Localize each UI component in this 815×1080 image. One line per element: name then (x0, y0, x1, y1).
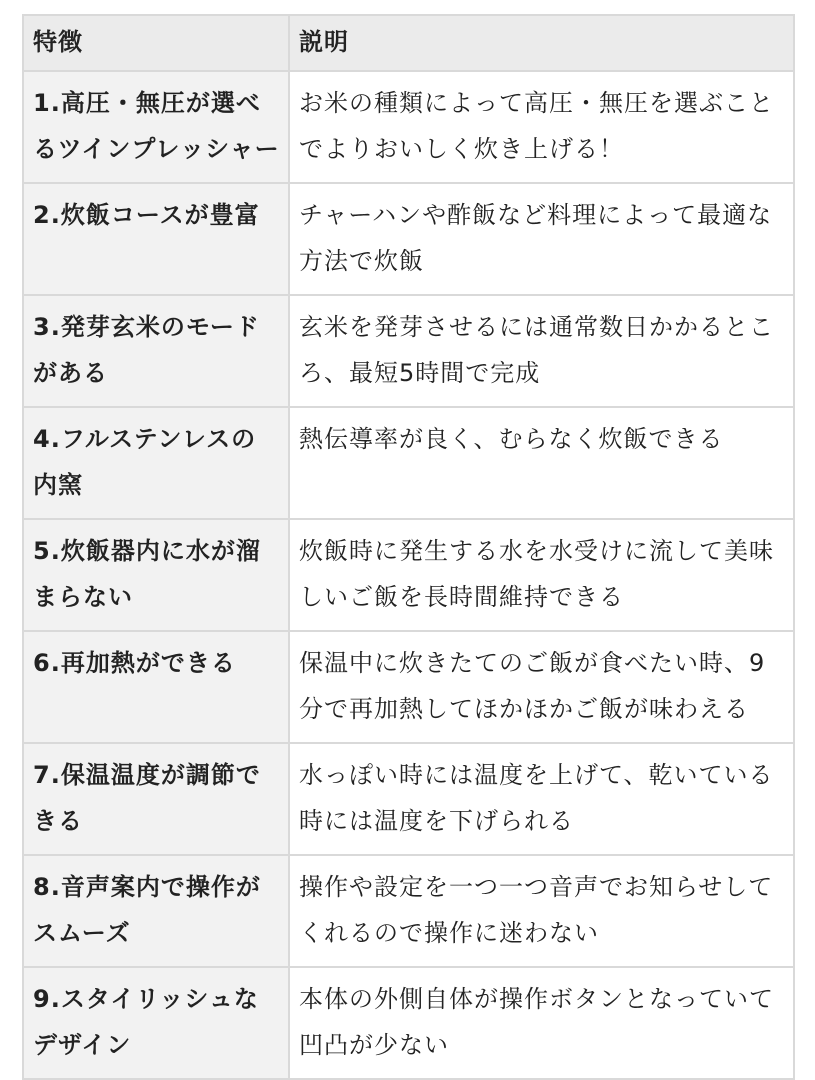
feature-cell: 8.音声案内で操作がスムーズ (23, 855, 289, 967)
table-row (23, 967, 794, 1079)
table-row (23, 519, 794, 631)
description-cell: チャーハンや酢飯など料理によって最適な方法で炊飯 (289, 183, 794, 295)
feature-cell: 9.スタイリッシュなデザイン (23, 967, 289, 1079)
description-cell: 本体の外側自体が操作ボタンとなっていて凹凸が少ない (289, 967, 794, 1079)
table-header (23, 15, 794, 71)
feature-cell: 6.再加熱ができる (23, 631, 289, 743)
feature-cell: 3.発芽玄米のモードがある (23, 295, 289, 407)
feature-table-container (22, 14, 793, 1080)
table-body (23, 71, 794, 1079)
description-cell: 保温中に炊きたてのご飯が食べたい時、9分で再加熱してほかほかご飯が味わえる (289, 631, 794, 743)
feature-cell: 2.炊飯コースが豊富 (23, 183, 289, 295)
description-cell: お米の種類によって高圧・無圧を選ぶことでよりおいしく炊き上げる！ (289, 71, 794, 183)
feature-cell: 1.高圧・無圧が選べるツインプレッシャー (23, 71, 289, 183)
table-row (23, 855, 794, 967)
description-cell: 操作や設定を一つ一つ音声でお知らせしてくれるので操作に迷わない (289, 855, 794, 967)
feature-cell: 4.フルステンレスの内窯 (23, 407, 289, 519)
description-cell: 熱伝導率が良く、むらなく炊飯できる (289, 407, 794, 519)
table-row (23, 631, 794, 743)
feature-table (22, 14, 795, 1080)
feature-cell: 7.保温温度が調節できる (23, 743, 289, 855)
header-description: 説明 (289, 15, 794, 71)
table-row (23, 183, 794, 295)
description-cell: 炊飯時に発生する水を水受けに流して美味しいご飯を長時間維持できる (289, 519, 794, 631)
header-feature: 特徴 (23, 15, 289, 71)
table-row (23, 71, 794, 183)
description-cell: 水っぽい時には温度を上げて、乾いている時には温度を下げられる (289, 743, 794, 855)
description-cell: 玄米を発芽させるには通常数日かかるところ、最短5時間で完成 (289, 295, 794, 407)
header-row (23, 15, 794, 71)
table-row (23, 295, 794, 407)
table-row (23, 407, 794, 519)
table-row (23, 743, 794, 855)
feature-cell: 5.炊飯器内に水が溜まらない (23, 519, 289, 631)
